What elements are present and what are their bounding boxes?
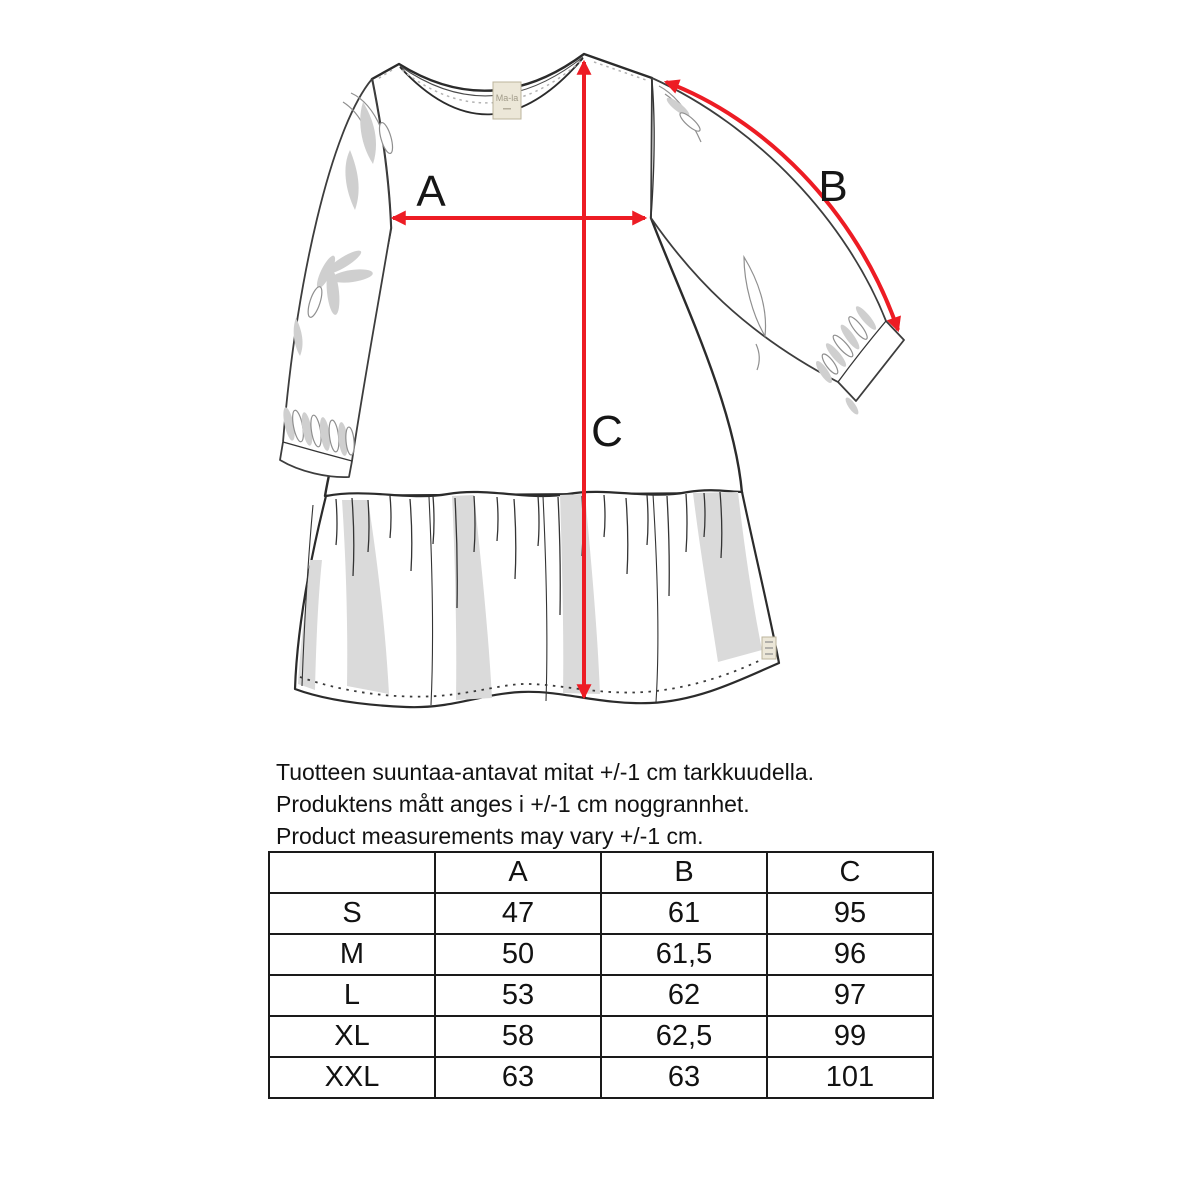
measurement-cell: 63 xyxy=(435,1057,601,1098)
measure-label-b: B xyxy=(818,162,848,211)
header-size-column xyxy=(269,852,435,893)
size-cell: XXL xyxy=(269,1057,435,1098)
measurement-cell: 99 xyxy=(767,1016,933,1057)
measurement-cell: 58 xyxy=(435,1016,601,1057)
size-table-body xyxy=(269,893,933,1098)
neck-brand-tag xyxy=(493,82,521,119)
table-header-row xyxy=(269,852,933,893)
measure-label-a: A xyxy=(416,167,446,216)
table-row xyxy=(269,1057,933,1098)
measurement-cell: 61 xyxy=(601,893,767,934)
header-column-a: A xyxy=(435,852,601,893)
size-cell: L xyxy=(269,975,435,1016)
brand-tag-text: Ma-la xyxy=(495,93,519,103)
side-tag xyxy=(762,637,776,659)
measurement-cell: 61,5 xyxy=(601,934,767,975)
measurement-cell: 101 xyxy=(767,1057,933,1098)
size-cell: S xyxy=(269,893,435,934)
measurement-cell: 97 xyxy=(767,975,933,1016)
measurement-cell: 63 xyxy=(601,1057,767,1098)
header-column-b: B xyxy=(601,852,767,893)
measurement-cell: 96 xyxy=(767,934,933,975)
table-row xyxy=(269,1016,933,1057)
size-cell: M xyxy=(269,934,435,975)
ruffle-skirt xyxy=(295,490,779,707)
table-row xyxy=(269,934,933,975)
note-swedish: Produktens mått anges i +/-1 cm noggrannhet. xyxy=(276,791,750,817)
measurement-cell: 50 xyxy=(435,934,601,975)
measurement-cell: 53 xyxy=(435,975,601,1016)
table-row xyxy=(269,893,933,934)
size-table xyxy=(268,851,934,1099)
measurement-notes xyxy=(276,756,814,852)
measurement-cell: 95 xyxy=(767,893,933,934)
note-english: Product measurements may vary +/-1 cm. xyxy=(276,823,704,849)
measure-label-c: C xyxy=(591,407,623,456)
table-row xyxy=(269,975,933,1016)
measurement-cell: 62 xyxy=(601,975,767,1016)
header-column-c: C xyxy=(767,852,933,893)
note-finnish: Tuotteen suuntaa-antavat mitat +/-1 cm tarkkuudella. xyxy=(276,759,815,785)
measurement-cell: 62,5 xyxy=(601,1016,767,1057)
measurement-cell: 47 xyxy=(435,893,601,934)
size-cell: XL xyxy=(269,1016,435,1057)
